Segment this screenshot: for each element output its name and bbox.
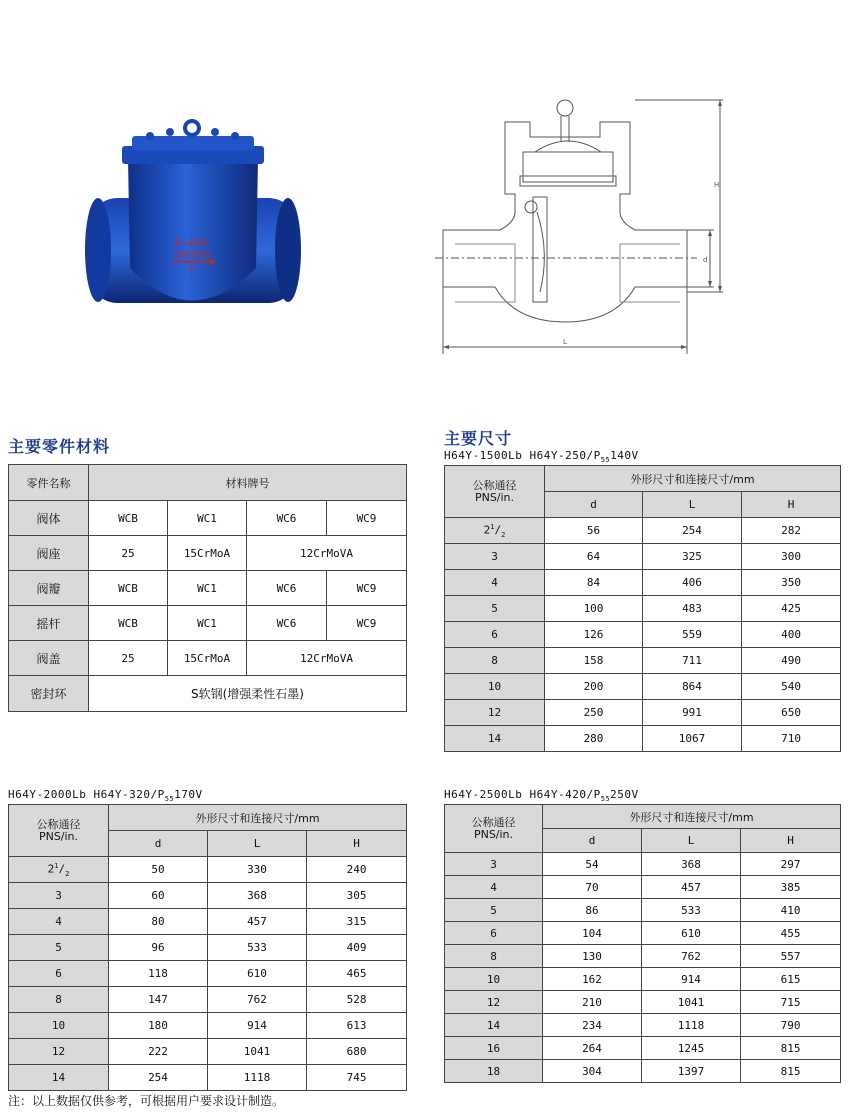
table-row: [445, 876, 841, 899]
dim-d-cell: 280: [545, 726, 643, 752]
table-row: [445, 1037, 841, 1060]
dim-l-cell: 762: [642, 945, 741, 968]
materials-heading: 主要零件材料: [8, 437, 111, 456]
material-cell: 12CrMoVA: [247, 641, 407, 676]
dim-d-cell: 84: [545, 570, 643, 596]
dim-d-cell: 222: [109, 1039, 208, 1065]
dim-d-cell: 118: [109, 961, 208, 987]
dim-l-cell: 483: [643, 596, 742, 622]
dims-header: 外形尺寸和连接尺寸/mm: [543, 805, 841, 829]
dim-h-cell: 300: [742, 544, 841, 570]
material-cell: WCB: [89, 501, 168, 536]
pns-header: 公称通径 PNS/in.: [445, 466, 545, 518]
dim-h-cell: 680: [307, 1039, 407, 1065]
table-row: [9, 1065, 407, 1091]
pns-cell: 3: [445, 544, 545, 570]
material-cell: WC9: [327, 571, 407, 606]
table-row: [445, 570, 841, 596]
table-row: [445, 945, 841, 968]
pns-cell: 6: [445, 922, 543, 945]
pns-cell: 14: [9, 1065, 109, 1091]
dim-l-cell: 1397: [642, 1060, 741, 1083]
col-d-header: d: [109, 831, 208, 857]
dim-l-cell: 711: [643, 648, 742, 674]
col-h-header: H: [307, 831, 407, 857]
col-h-header: H: [742, 492, 841, 518]
table-row: [445, 544, 841, 570]
dim-d-cell: 234: [543, 1014, 642, 1037]
dim-l-cell: 457: [208, 909, 307, 935]
table-1500-title: H64Y-1500Lb $H64Y-250/P_{55}140V$: [444, 449, 639, 465]
pns-cell: 12: [9, 1039, 109, 1065]
dim-d-cell: 264: [543, 1037, 642, 1060]
table-2500-title: H64Y-2500Lb $H64Y-420/P_{55}250V$: [444, 788, 639, 804]
table-row: [445, 922, 841, 945]
dim-l-cell: 368: [642, 853, 741, 876]
dim-l-cell: 864: [643, 674, 742, 700]
table-body: [445, 518, 841, 752]
table-body: [9, 857, 407, 1091]
dims-header: 外形尺寸和连接尺寸/mm: [545, 466, 841, 492]
dim-d-cell: 180: [109, 1013, 208, 1039]
dim-h-cell: 240: [307, 857, 407, 883]
pns-cell: 5: [9, 935, 109, 961]
table-row: [9, 961, 407, 987]
dim-d-cell: 56: [545, 518, 643, 544]
pns-cell: 8: [9, 987, 109, 1013]
dim-d-cell: 304: [543, 1060, 642, 1083]
table-row: [9, 536, 407, 571]
table-row: [445, 899, 841, 922]
pns-header: 公称通径 PNS/in.: [445, 805, 543, 853]
dim-label-h: H: [714, 181, 720, 189]
pns-cell: 5: [445, 899, 543, 922]
pns-cell: 16: [445, 1037, 543, 1060]
photo-marking-dn: DN500: [174, 250, 210, 261]
dim-d-cell: 50: [109, 857, 208, 883]
valve-photo: [80, 118, 305, 328]
dim-h-cell: 745: [307, 1065, 407, 1091]
photo-marking-pressure: P₅₅64V: [174, 238, 210, 249]
dim-d-cell: 210: [543, 991, 642, 1014]
dim-h-cell: 540: [742, 674, 841, 700]
col-l-header: L: [642, 829, 741, 853]
dim-h-cell: 305: [307, 883, 407, 909]
table-row: [445, 622, 841, 648]
table-row: [9, 641, 407, 676]
dim-h-cell: 613: [307, 1013, 407, 1039]
material-cell: WCB: [89, 606, 168, 641]
dim-d-cell: 126: [545, 622, 643, 648]
dim-h-cell: 455: [741, 922, 841, 945]
dim-l-cell: 1245: [642, 1037, 741, 1060]
dim-d-cell: 104: [543, 922, 642, 945]
dim-l-cell: 1118: [208, 1065, 307, 1091]
material-cell: WC9: [327, 606, 407, 641]
dim-h-cell: 715: [741, 991, 841, 1014]
dim-h-cell: 465: [307, 961, 407, 987]
dimensions-heading: 主要尺寸: [444, 429, 513, 448]
dim-l-cell: 559: [643, 622, 742, 648]
material-cell: 12CrMoVA: [247, 536, 407, 571]
table-row: [445, 596, 841, 622]
col-d-header: d: [545, 492, 643, 518]
materials-header-part: 零件名称: [9, 465, 89, 501]
material-cell: 15CrMoA: [168, 536, 247, 571]
pns-cell: 3: [9, 883, 109, 909]
material-cell: S软钢(增强柔性石墨): [89, 676, 407, 712]
dim-l-cell: 991: [643, 700, 742, 726]
dim-l-cell: 1041: [642, 991, 741, 1014]
dim-d-cell: 200: [545, 674, 643, 700]
part-name: 摇杆: [9, 606, 89, 641]
dim-l-cell: 1041: [208, 1039, 307, 1065]
table-row: [9, 571, 407, 606]
material-cell: WC6: [247, 501, 327, 536]
dim-h-cell: 815: [741, 1060, 841, 1083]
dim-h-cell: 425: [742, 596, 841, 622]
dim-d-cell: 250: [545, 700, 643, 726]
part-name: 阀瓣: [9, 571, 89, 606]
dim-l-cell: 406: [643, 570, 742, 596]
table-row: [445, 726, 841, 752]
pns-cell: 12: [445, 991, 543, 1014]
table-row: [445, 518, 841, 544]
materials-header-material: 材料牌号: [89, 465, 407, 501]
dim-d-cell: 158: [545, 648, 643, 674]
material-cell: WC6: [247, 606, 327, 641]
pns-cell: 10: [445, 968, 543, 991]
part-name: 阀盖: [9, 641, 89, 676]
material-cell: 15CrMoA: [168, 641, 247, 676]
table-row: [9, 909, 407, 935]
materials-table: [8, 464, 407, 712]
dim-l-cell: 914: [642, 968, 741, 991]
table-row: [445, 968, 841, 991]
col-l-header: L: [208, 831, 307, 857]
pns-cell: 8: [445, 945, 543, 968]
pns-cell: 12: [445, 700, 545, 726]
table-row: [9, 857, 407, 883]
pns-cell: 18: [445, 1060, 543, 1083]
table-row: [9, 935, 407, 961]
material-cell: WC1: [168, 501, 247, 536]
dim-h-cell: 557: [741, 945, 841, 968]
dim-d-cell: 86: [543, 899, 642, 922]
table-row: [9, 883, 407, 909]
dim-h-cell: 410: [741, 899, 841, 922]
dim-l-cell: 610: [208, 961, 307, 987]
dim-h-cell: 650: [742, 700, 841, 726]
dim-d-cell: 254: [109, 1065, 208, 1091]
dim-h-cell: 815: [741, 1037, 841, 1060]
dim-d-cell: 80: [109, 909, 208, 935]
pns-cell: 8: [445, 648, 545, 674]
dim-l-cell: 610: [642, 922, 741, 945]
dim-d-cell: 70: [543, 876, 642, 899]
dim-l-cell: 762: [208, 987, 307, 1013]
pns-cell: 6: [9, 961, 109, 987]
pns-cell: 6: [445, 622, 545, 648]
dim-label-l: L: [563, 338, 567, 346]
dim-h-cell: 315: [307, 909, 407, 935]
dim-d-cell: 96: [109, 935, 208, 961]
dim-l-cell: 1067: [643, 726, 742, 752]
dim-l-cell: 325: [643, 544, 742, 570]
table-row: [445, 1014, 841, 1037]
dim-d-cell: 64: [545, 544, 643, 570]
col-d-header: d: [543, 829, 642, 853]
col-h-header: H: [741, 829, 841, 853]
dimension-table-1500: [444, 465, 841, 752]
material-cell: WC1: [168, 606, 247, 641]
dim-d-cell: 60: [109, 883, 208, 909]
dim-l-cell: 1118: [642, 1014, 741, 1037]
pns-cell: $2^1/_2$: [9, 857, 109, 883]
pns-cell: 10: [9, 1013, 109, 1039]
table-row: [9, 606, 407, 641]
dim-h-cell: 385: [741, 876, 841, 899]
dim-h-cell: 409: [307, 935, 407, 961]
dim-l-cell: 914: [208, 1013, 307, 1039]
pns-cell: 5: [445, 596, 545, 622]
dim-h-cell: 490: [742, 648, 841, 674]
pns-cell: 14: [445, 1014, 543, 1037]
dim-l-cell: 368: [208, 883, 307, 909]
pns-header: 公称通径 PNS/in.: [9, 805, 109, 857]
pns-cell: 14: [445, 726, 545, 752]
dim-d-cell: 54: [543, 853, 642, 876]
dim-h-cell: 350: [742, 570, 841, 596]
dim-label-d: d: [703, 256, 708, 264]
material-cell: 25: [89, 641, 168, 676]
photo-marking-v: V: [188, 267, 196, 277]
material-cell: WC9: [327, 501, 407, 536]
table-body: [445, 853, 841, 1083]
material-cell: WC1: [168, 571, 247, 606]
dim-l-cell: 254: [643, 518, 742, 544]
table-row: [9, 501, 407, 536]
dim-d-cell: 130: [543, 945, 642, 968]
dim-d-cell: 147: [109, 987, 208, 1013]
pns-cell: 4: [445, 570, 545, 596]
part-name: 阀体: [9, 501, 89, 536]
dim-h-cell: 297: [741, 853, 841, 876]
footnote: 注：以上数据仅供参考，可根据用户要求设计制造。: [8, 1094, 285, 1108]
dim-h-cell: 282: [742, 518, 841, 544]
dim-d-cell: 162: [543, 968, 642, 991]
table-row: [9, 1013, 407, 1039]
table-row: [445, 674, 841, 700]
table-row: [445, 700, 841, 726]
pns-cell: 3: [445, 853, 543, 876]
pns-cell: 4: [9, 909, 109, 935]
dim-l-cell: 457: [642, 876, 741, 899]
pns-cell: 4: [445, 876, 543, 899]
table-row: [9, 987, 407, 1013]
dims-header: 外形尺寸和连接尺寸/mm: [109, 805, 407, 831]
dim-h-cell: 790: [741, 1014, 841, 1037]
dim-l-cell: 330: [208, 857, 307, 883]
col-l-header: L: [643, 492, 742, 518]
pns-cell: $2^1/_2$: [445, 518, 545, 544]
material-cell: WCB: [89, 571, 168, 606]
dim-d-cell: 100: [545, 596, 643, 622]
part-name: 密封环: [9, 676, 89, 712]
table-row: [9, 676, 407, 712]
table-row: [445, 648, 841, 674]
pns-cell: 10: [445, 674, 545, 700]
dim-h-cell: 615: [741, 968, 841, 991]
dimension-table-2000: [8, 804, 407, 1091]
table-row: [445, 853, 841, 876]
dimension-table-2500: [444, 804, 841, 1083]
dim-h-cell: 400: [742, 622, 841, 648]
dim-l-cell: 533: [208, 935, 307, 961]
section-drawing: [435, 92, 730, 367]
material-cell: 25: [89, 536, 168, 571]
dim-h-cell: 710: [742, 726, 841, 752]
part-name: 阀座: [9, 536, 89, 571]
table-2000-title: H64Y-2000Lb $H64Y-320/P_{55}170V$: [8, 788, 203, 804]
table-row: [445, 1060, 841, 1083]
table-row: [445, 991, 841, 1014]
material-cell: WC6: [247, 571, 327, 606]
dim-h-cell: 528: [307, 987, 407, 1013]
table-row: [9, 1039, 407, 1065]
dim-l-cell: 533: [642, 899, 741, 922]
